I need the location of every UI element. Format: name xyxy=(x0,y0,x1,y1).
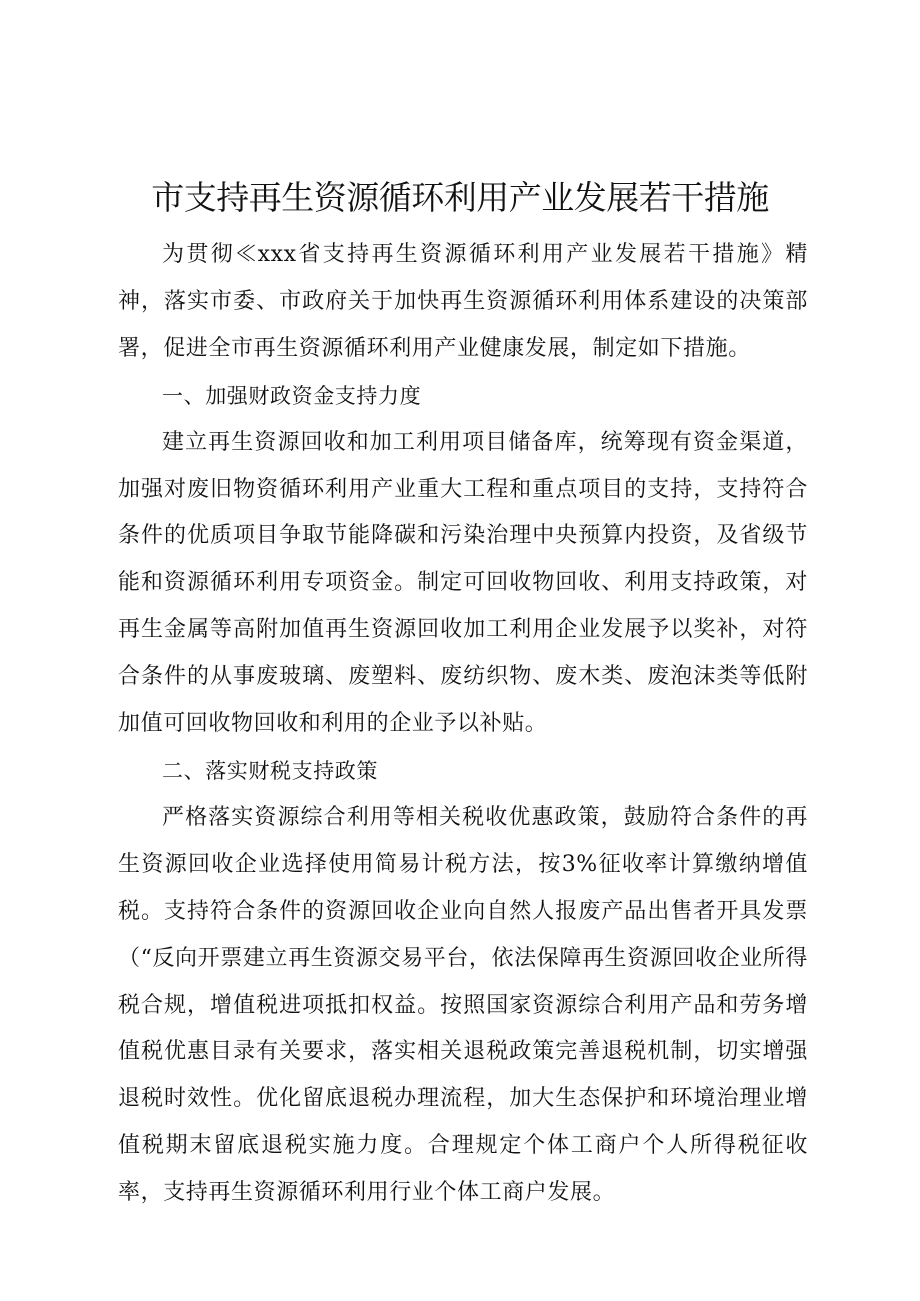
intro-paragraph: 为贯彻≪xxx省支持再生资源循环利用产业发展若干措施》精神，落实市委、市政府关于加快再生资源循环利用体系建设的决策部署，促进全市再生资源循环利用产业健康发展，制定如下措施。 xyxy=(118,242,808,361)
document-title: 市支持再生资源循环利用产业发展若干措施 xyxy=(151,178,769,217)
section-body-2: 严格落实资源综合利用等相关税收优惠政策，鼓励符合条件的再生资源回收企业选择使用简易计税方法，按3%征收率计算缴纳增值税。支持符合条件的资源回收企业向自然人报废产品出售者开具发票（“反向开票建立再生资源交易平台，依法保障再生资源回收企业所得税合规，增值税进项抵扣权益。按照国家资源综合利用产品和劳务增值税优惠目录有关要求，落实相关退税政策完善退税机制，切实增强退税时效性。优化留底退税办理流程，加大生态保护和环境治理业增值税期末留底退税实施力度。合理规定个体工商户个人所得税征收率，支持再生资源循环利用行业个体工商户发展。 xyxy=(118,804,808,1206)
document-body xyxy=(118,232,808,1217)
section-heading-1: 一、加强财政资金支持力度 xyxy=(162,383,422,408)
section-heading-2: 二、落实财税支持政策 xyxy=(162,758,378,783)
section-body-1: 建立再生资源回收和加工利用项目储备库，统筹现有资金渠道，加强对废旧物资循环利用产业重大工程和重点项目的支持，支持符合条件的优质项目争取节能降碳和污染治理中央预算内投资，及省级节能和资源循环利用专项资金。制定可回收物回收、利用支持政策，对再生金属等高附加值再生资源回收加工利用企业发展予以奖补，对符合条件的从事废玻璃、废塑料、废纺织物、废木类、废泡沫类等低附加值可回收物回收和利用的企业予以补贴。 xyxy=(118,429,808,737)
